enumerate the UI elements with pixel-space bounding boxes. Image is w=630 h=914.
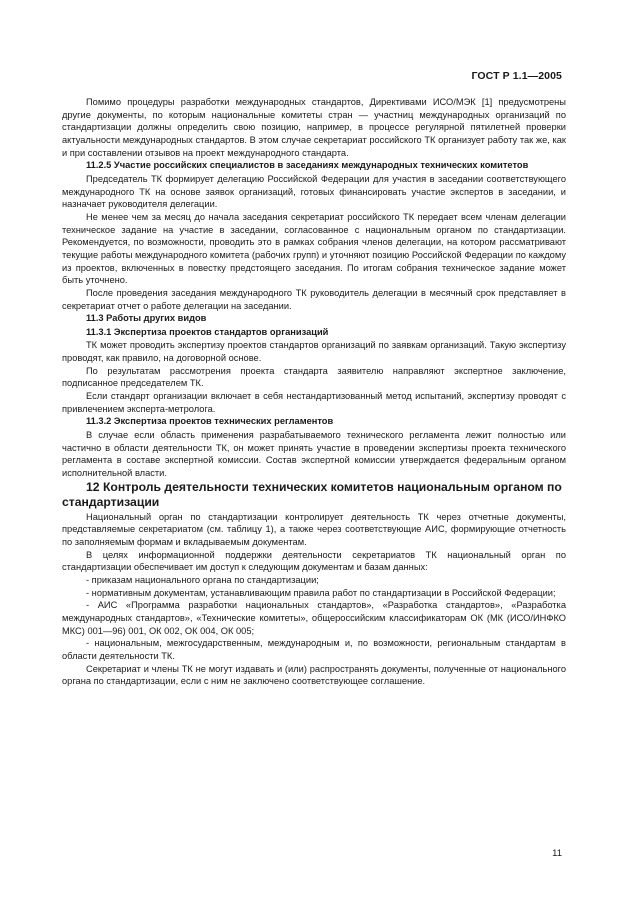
paragraph: В случае если область применения разрабатываемого технического регламента лежит полностью или частично в области деятельности ТК, он может принять участие в проведении экспертизы проекта технического регламента в составе экспертной комиссии. Состав экспертной комиссии утверждается федеральным органом исполнительной власти. bbox=[62, 430, 566, 479]
paragraph: После проведения заседания международного ТК руководитель делегации в месячный срок представляет в секретариат отчет о работе делегации на заседании. bbox=[62, 287, 566, 311]
paragraph: Секретариат и члены ТК не могут издавать и (или) распространять документы, полученные от национального органа по стандартизации, если с ним не заключено соответствующее соглашение. bbox=[62, 663, 566, 687]
list-item: - нормативным документам, устанавливающим правила работ по стандартизации в Российской Федерации; bbox=[86, 587, 556, 598]
subsection-heading: 11.3.2 Экспертиза проектов технических регламентов bbox=[86, 416, 334, 427]
paragraph: Председатель ТК формирует делегацию Российской Федерации для участия в заседании соответствующего международного ТК на основе заявок организаций, готовых финансировать участие экспертов в заседании, и назначает руководителя делегации. bbox=[62, 173, 566, 210]
paragraph: Если стандарт организации включает в себя нестандартизованный метод испытаний, экспертизу проводят с привлечением эксперта-метролога. bbox=[62, 391, 566, 414]
list-item: - АИС «Программа разработки национальных стандартов», «Разработка стандартов», «Разработка международных стандартов», «Технические комитеты», общероссийским классификаторам ОК (МК (ИСО/ИНФКО МКС) 001—96) 001, ОК 002, ОК 004, ОК 005; bbox=[62, 600, 566, 636]
section-title: 12 Контроль деятельности технических комитетов национальным органом по стандартизации bbox=[62, 479, 562, 510]
document-header: ГОСТ Р 1.1—2005 bbox=[471, 70, 562, 82]
document-body bbox=[62, 96, 566, 688]
paragraph: Не менее чем за месяц до начала заседания секретариат российского ТК передает всем членам делегации техническое задание на участие в заседании, согласованное с национальным органом по стандартизации. Рекомендуется, по возможности, проводить это в рамках собрания членов делегации, на котором рассматривают текущие работы международного комитета (рабочих групп) и уточняют позицию Российской Федерации по каждому из проектов, включенных в повестку предстоящего заседания. По итогам собрания техническое задание может быть уточнено. bbox=[62, 211, 566, 286]
paragraph: По результатам рассмотрения проекта стандарта заявителю направляют экспертное заключение, подписанное председателем ТК. bbox=[62, 365, 566, 389]
paragraph: В целях информационной поддержки деятельности секретариатов ТК национальный орган по стандартизации обеспечивает им доступ к следующим документам и базам данных: bbox=[62, 549, 566, 573]
paragraph: Помимо процедуры разработки международных стандартов, Директивами ИСО/МЭК [1] предусмотрены другие документы, по которым национальные комитеты стран — участниц международных организаций по стандартизации должны определить свою позицию, например, в процессе регулярной пятилетней проверки актуальности международных стандартов. В этом случае секретариат российского ТК организует работу так же, как и при составлении отзывов на проект международного стандарта. bbox=[62, 97, 566, 158]
list-item: - национальным, межгосударственным, международным и, по возможности, региональным стандартам в области деятельности ТК. bbox=[62, 638, 566, 661]
paragraph: ТК может проводить экспертизу проектов стандартов организаций по заявкам организаций. Такую экспертизу проводят, как правило, на договорной основе. bbox=[62, 340, 566, 364]
subsection-heading: 11.3 Работы других видов bbox=[86, 313, 207, 324]
paragraph: Национальный орган по стандартизации контролирует деятельность ТК через отчетные документы, представляемые секретариатом (см. таблицу 1), а также через соответствующие АИС, формирующие отчетность по заполняемым формам и вкладываемым документам. bbox=[62, 511, 566, 547]
subsection-heading: 11.3.1 Экспертиза проектов стандартов организаций bbox=[86, 326, 329, 337]
subsection-heading: 11.2.5 Участие российских специалистов в заседаниях международных технических комитетов bbox=[86, 160, 529, 171]
list-item: - приказам национального органа по стандартизации; bbox=[86, 574, 319, 585]
page-number: 11 bbox=[552, 848, 562, 859]
